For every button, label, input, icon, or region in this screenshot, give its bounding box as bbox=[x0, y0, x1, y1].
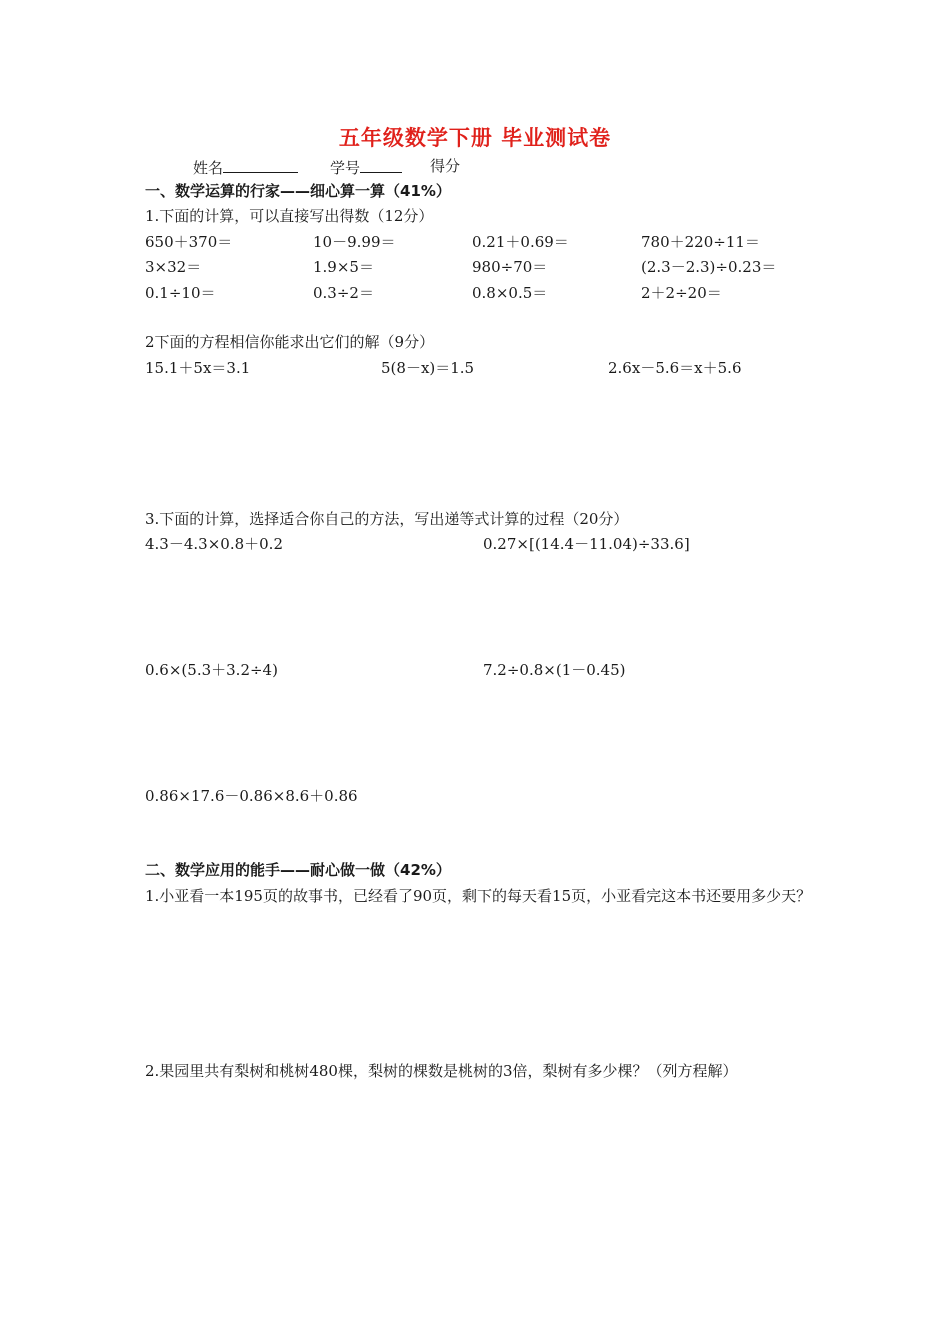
calc-item: 1.9×5＝ bbox=[313, 258, 374, 276]
equation-item: 2.6x－5.6＝x＋5.6 bbox=[608, 359, 742, 377]
equation-item: 5(8－x)＝1.5 bbox=[381, 359, 475, 377]
score-label: 得分 bbox=[430, 157, 461, 175]
name-field bbox=[193, 156, 298, 178]
word-problem-2: 2.果园里共有梨树和桃树480棵，梨树的棵数是桃树的3倍，梨树有多少棵？（列方程解） bbox=[145, 1062, 738, 1080]
id-field bbox=[330, 156, 402, 178]
equation-item: 15.1＋5x＝3.1 bbox=[145, 359, 251, 377]
section2-heading: 二、数学应用的能手——耐心做一做（42%） bbox=[145, 861, 451, 879]
id-label: 学号 bbox=[330, 159, 361, 177]
stepwise-item: 0.27×[(14.4－11.04)÷33.6] bbox=[483, 535, 690, 553]
calc-item: 0.1÷10＝ bbox=[145, 284, 216, 302]
calc-item: 3×32＝ bbox=[145, 258, 202, 276]
calc-item: 0.21＋0.69＝ bbox=[472, 233, 569, 251]
q3-prompt: 3.下面的计算，选择适合你自己的方法，写出递等式计算的过程（20分） bbox=[145, 510, 629, 528]
stepwise-item: 7.2÷0.8×(1－0.45) bbox=[483, 661, 626, 679]
calc-item: 0.8×0.5＝ bbox=[472, 284, 548, 302]
stepwise-item: 4.3－4.3×0.8＋0.2 bbox=[145, 535, 283, 553]
calc-item: (2.3－2.3)÷0.23＝ bbox=[641, 258, 777, 276]
calc-item: 10－9.99＝ bbox=[313, 233, 396, 251]
id-blank[interactable] bbox=[360, 156, 402, 173]
section1-heading: 一、数学运算的行家——细心算一算（41%） bbox=[145, 182, 451, 200]
stepwise-item: 0.6×(5.3＋3.2÷4) bbox=[145, 661, 278, 679]
calc-item: 650＋370＝ bbox=[145, 233, 233, 251]
page-title: 五年级数学下册 毕业测试卷 bbox=[338, 126, 612, 150]
stepwise-item: 0.86×17.6－0.86×8.6＋0.86 bbox=[145, 787, 358, 805]
calc-item: 2＋2÷20＝ bbox=[641, 284, 722, 302]
word-problem-1: 1.小亚看一本195页的故事书，已经看了90页，剩下的每天看15页，小亚看完这本书还要用多少天？ bbox=[145, 887, 812, 905]
name-blank[interactable] bbox=[223, 156, 298, 173]
q1-prompt: 1.下面的计算，可以直接写出得数（12分） bbox=[145, 207, 434, 225]
name-label: 姓名 bbox=[193, 159, 224, 177]
calc-item: 780＋220÷11＝ bbox=[641, 233, 760, 251]
q2-prompt: 2下面的方程相信你能求出它们的解（9分） bbox=[145, 333, 435, 351]
calc-item: 0.3÷2＝ bbox=[313, 284, 374, 302]
calc-item: 980÷70＝ bbox=[472, 258, 548, 276]
